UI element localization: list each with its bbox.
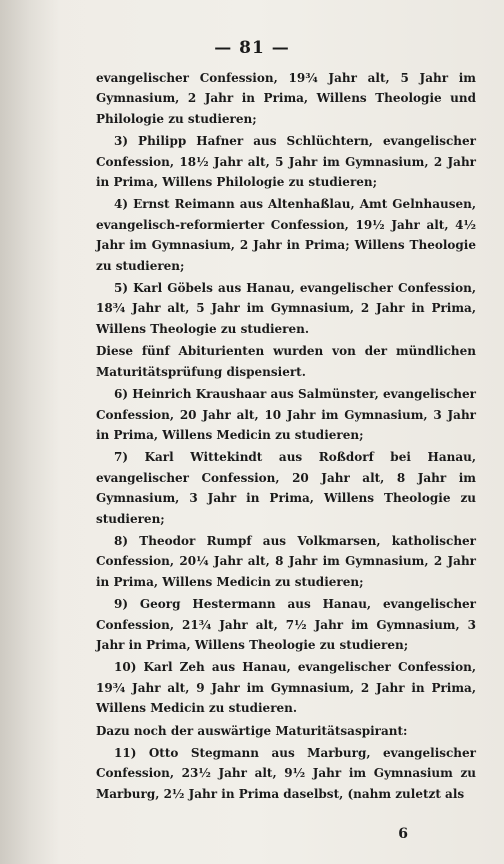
paragraph-entry-3: 3) Philipp Hafner aus Schlüchtern, evangelischer Confession, 18½ Jahr alt, 5 Jahr im Gymnasium, 2 Jahr in Prima, Willens Philologie zu studieren; (96, 134, 476, 190)
paragraph-entry-10: 10) Karl Zeh aus Hanau, evangelischer Confession, 19¾ Jahr alt, 9 Jahr im Gymnasium, 2 Jahr in Prima, Willens Medicin zu studieren. (96, 660, 476, 716)
paragraph-dispensed-note: Diese fünf Abiturienten wurden von der mündlichen Maturitätsprüfung dispensiert. (96, 344, 476, 379)
paragraph-continuation: evangelischer Confession, 19¾ Jahr alt, 5 Jahr im Gymnasium, 2 Jahr in Prima, Willens Theologie und Philologie zu studieren; (96, 71, 476, 126)
paragraph-entry-6: 6) Heinrich Kraushaar aus Salmünster, evangelischer Confession, 20 Jahr alt, 10 Jahr im Gymnasium, 3 Jahr in Prima, Willens Medicin zu studieren; (96, 387, 476, 442)
main-text (96, 68, 476, 806)
paragraph-entry-8: 8) Theodor Rumpf aus Volkmarsen, katholischer Confession, 20¼ Jahr alt, 8 Jahr im Gymnasium, 2 Jahr in Prima, Willens Medicin zu studieren; (96, 533, 476, 589)
paragraph-entry-11: 11) Otto Stegmann aus Marburg, evangelischer Confession, 23½ Jahr alt, 9½ Jahr im Gymnasium zu Marburg, 2½ Jahr in Prima daselbst, (nahm zuletzt als (96, 746, 476, 801)
paragraph-entry-7: 7) Karl Wittekindt aus Roßdorf bei Hanau, evangelischer Confession, 20 Jahr alt, 8 Jahr im Gymnasium, 3 Jahr in Prima, Willens Theologie zu studieren; (96, 450, 476, 526)
page-gutter-shadow (0, 0, 60, 864)
paragraph-external-aspirant: Dazu noch der auswärtige Maturitätsaspirant: (96, 723, 408, 738)
page-number: — 81 — (214, 38, 290, 58)
paragraph-entry-4: 4) Ernst Reimann aus Altenhaßlau, Amt Gelnhausen, evangelisch-reformierter Confession, 19½ Jahr alt, 4½ Jahr im Gymnasium, 2 Jahr in Prima; Willens Theologie zu studieren; (96, 197, 476, 273)
paragraph-entry-5: 5) Karl Göbels aus Hanau, evangelischer Confession, 18¾ Jahr alt, 5 Jahr im Gymnasium, 2 Jahr in Prima, Willens Theologie zu studieren. (96, 281, 476, 336)
signature-mark: 6 (398, 826, 408, 842)
paragraph-entry-9: 9) Georg Hestermann aus Hanau, evangelischer Confession, 21¾ Jahr alt, 7½ Jahr im Gymnasium, 3 Jahr in Prima, Willens Theologie zu studieren; (96, 597, 476, 652)
